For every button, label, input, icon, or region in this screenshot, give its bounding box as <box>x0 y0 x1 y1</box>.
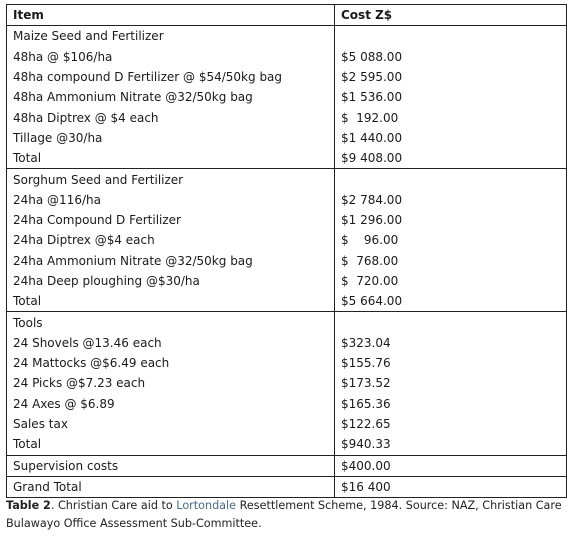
item-cell: Grand Total <box>7 476 335 497</box>
cost-cell: $5 088.00 <box>335 47 567 67</box>
table-row <box>7 271 567 291</box>
table-row <box>7 47 567 67</box>
table-row <box>7 128 567 148</box>
table-row <box>7 230 567 250</box>
item-cell: Total <box>7 434 335 455</box>
cost-cell <box>335 312 567 333</box>
item-cell: 24 Picks @$7.23 each <box>7 373 335 393</box>
cost-cell: $9 408.00 <box>335 148 567 169</box>
item-cell: Supervision costs <box>7 455 335 476</box>
cost-cell: $16 400 <box>335 476 567 497</box>
item-cell: 24ha @116/ha <box>7 190 335 210</box>
item-cell: Maize Seed and Fertilizer <box>7 26 335 47</box>
table-row <box>7 148 567 169</box>
table-row <box>7 373 567 393</box>
cost-cell: $165.36 <box>335 394 567 414</box>
table-row <box>7 333 567 353</box>
cost-cell: $323.04 <box>335 333 567 353</box>
cost-cell: $155.76 <box>335 353 567 373</box>
item-cell: 24ha Compound D Fertilizer <box>7 210 335 230</box>
table-row <box>7 476 567 497</box>
table-row <box>7 190 567 210</box>
caption-text-before: . Christian Care aid to <box>50 499 177 512</box>
cost-table <box>6 4 567 498</box>
cost-cell: $1 536.00 <box>335 87 567 107</box>
item-cell: Tillage @30/ha <box>7 128 335 148</box>
table-row <box>7 26 567 47</box>
table-row <box>7 455 567 476</box>
table-row <box>7 434 567 455</box>
item-cell: Sales tax <box>7 414 335 434</box>
cost-cell: $1 296.00 <box>335 210 567 230</box>
table-caption <box>6 497 571 533</box>
item-cell: Total <box>7 148 335 169</box>
item-cell: 24 Shovels @13.46 each <box>7 333 335 353</box>
table-row <box>7 291 567 312</box>
table-row <box>7 210 567 230</box>
item-cell: 48ha Ammonium Nitrate @32/50kg bag <box>7 87 335 107</box>
column-header-item: Item <box>7 5 335 26</box>
table-row <box>7 414 567 434</box>
table-row <box>7 169 567 190</box>
item-cell: 24ha Ammonium Nitrate @32/50kg bag <box>7 251 335 271</box>
cost-cell: $ 96.00 <box>335 230 567 250</box>
column-header-cost: Cost Z$ <box>335 5 567 26</box>
table-row <box>7 353 567 373</box>
cost-cell: $122.65 <box>335 414 567 434</box>
table-body <box>7 26 567 498</box>
table-row <box>7 394 567 414</box>
cost-cell: $173.52 <box>335 373 567 393</box>
cost-cell: $2 595.00 <box>335 67 567 87</box>
table-row <box>7 312 567 333</box>
cost-cell <box>335 169 567 190</box>
table-row <box>7 87 567 107</box>
item-cell: 24 Axes @ $6.89 <box>7 394 335 414</box>
item-cell: Tools <box>7 312 335 333</box>
cost-cell <box>335 26 567 47</box>
table-row <box>7 251 567 271</box>
item-cell: 48ha compound D Fertilizer @ $54/50kg bag <box>7 67 335 87</box>
table-row <box>7 67 567 87</box>
item-cell: 24ha Deep ploughing @$30/ha <box>7 271 335 291</box>
caption-place-link[interactable]: Lortondale <box>176 499 237 512</box>
item-cell: 24ha Diptrex @$4 each <box>7 230 335 250</box>
cost-cell: $ 192.00 <box>335 107 567 127</box>
cost-cell: $400.00 <box>335 455 567 476</box>
table-header-row <box>7 5 567 26</box>
cost-cell: $1 440.00 <box>335 128 567 148</box>
item-cell: 48ha Diptrex @ $4 each <box>7 107 335 127</box>
cost-cell: $5 664.00 <box>335 291 567 312</box>
cost-cell: $ 768.00 <box>335 251 567 271</box>
item-cell: Sorghum Seed and Fertilizer <box>7 169 335 190</box>
table-row <box>7 107 567 127</box>
item-cell: 48ha @ $106/ha <box>7 47 335 67</box>
caption-text-after: Resettlement Scheme, 1984. Source: NAZ, Christian Care Bulawayo Office Assessment Sub-Committee. <box>6 499 562 530</box>
caption-label: Table 2 <box>6 499 51 512</box>
item-cell: Total <box>7 291 335 312</box>
cost-cell: $ 720.00 <box>335 271 567 291</box>
cost-cell: $2 784.00 <box>335 190 567 210</box>
cost-cell: $940.33 <box>335 434 567 455</box>
item-cell: 24 Mattocks @$6.49 each <box>7 353 335 373</box>
